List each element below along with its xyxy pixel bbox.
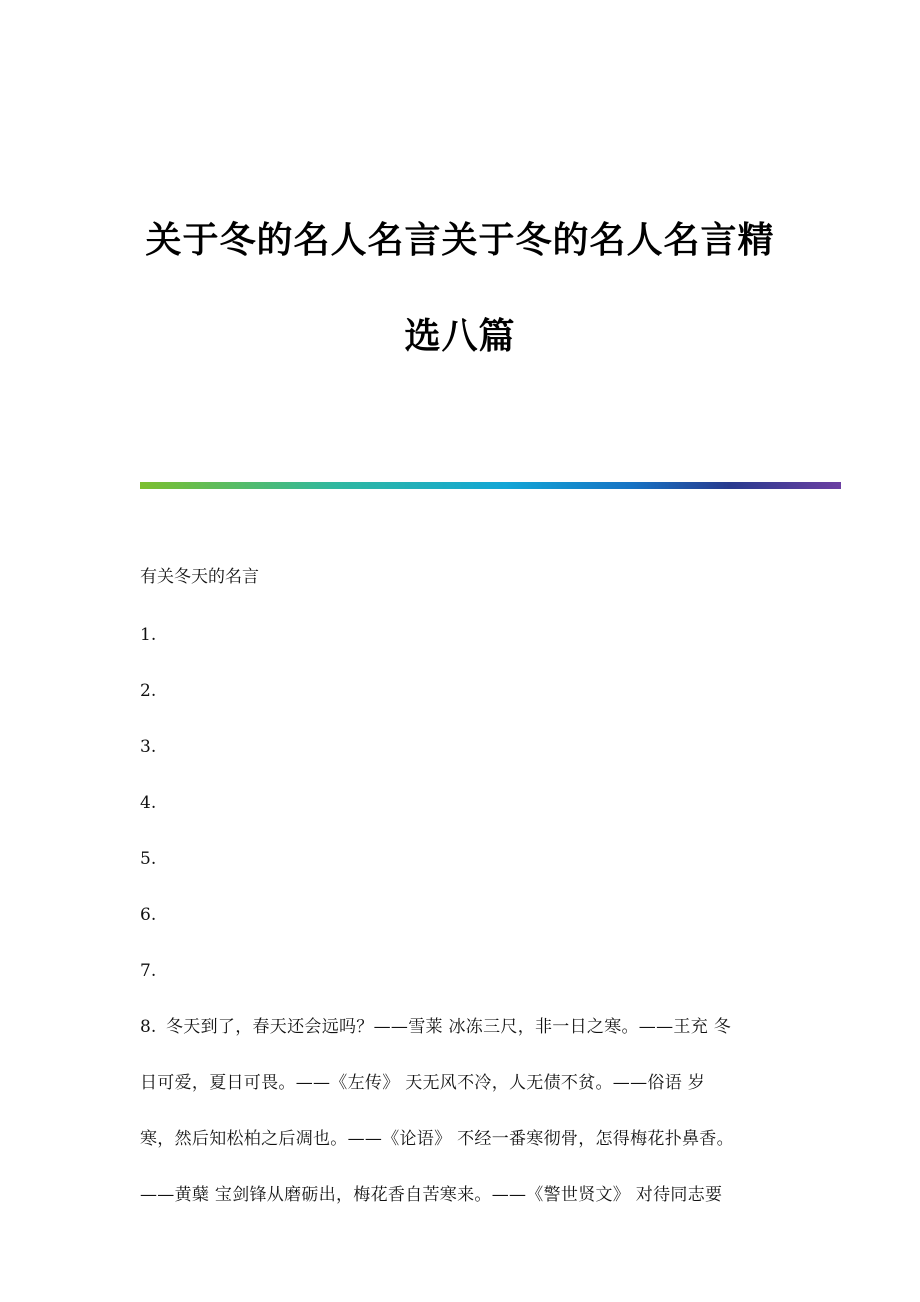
list-number-1: 1. [140, 625, 157, 645]
list-number-6: 6. [140, 905, 157, 925]
list-number-2: 2. [140, 681, 157, 701]
section-heading: 有关冬天的名言 [140, 567, 259, 587]
list-number-5: 5. [140, 849, 157, 869]
list-number-4: 4. [140, 793, 157, 813]
quote-paragraph-line-2: 日可爱，夏日可畏。——《左传》 天无风不冷，人无债不贫。——俗语 岁 [140, 1073, 706, 1093]
list-number-3: 3. [140, 737, 157, 757]
quote-paragraph-line-1: 冬天到了，春天还会远吗？——雪莱 冰冻三尺，非一日之寒。——王充 冬 [166, 1017, 732, 1037]
quote-paragraph-line-4: ——黄蘖 宝剑锋从磨砺出，梅花香自苦寒来。——《警世贤文》 对待同志要 [140, 1185, 723, 1205]
list-number-7: 7. [140, 961, 157, 981]
document-title-line-2: 选八篇 [404, 315, 516, 357]
gradient-divider [140, 482, 841, 489]
list-number-8: 8. [140, 1017, 157, 1037]
document-title-line-1: 关于冬的名人名言关于冬的名人名言精 [145, 219, 775, 261]
quote-paragraph-line-3: 寒，然后知松柏之后凋也。——《论语》 不经一番寒彻骨，怎得梅花扑鼻香。 [140, 1129, 734, 1149]
